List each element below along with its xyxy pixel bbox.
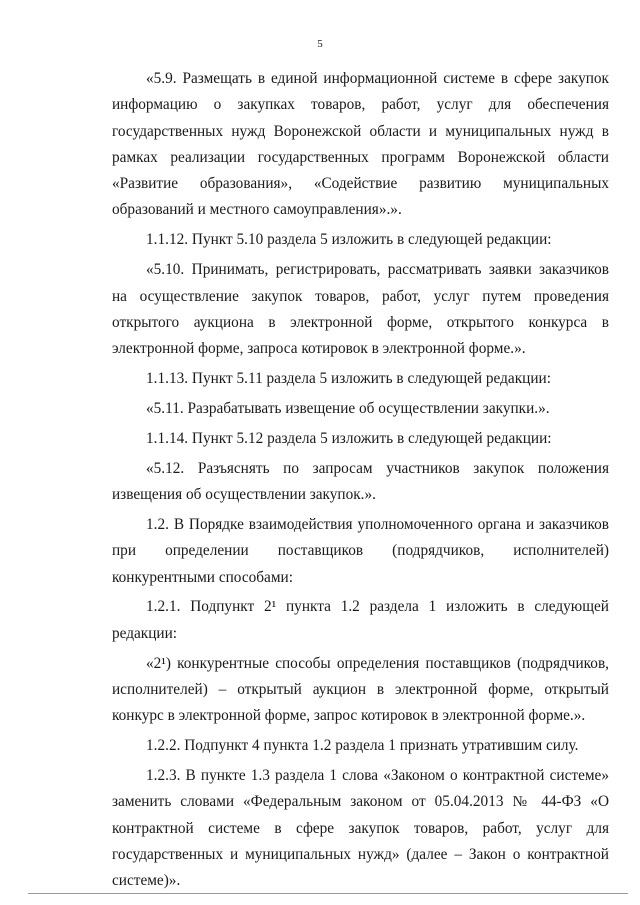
paragraph-1-1-13: 1.1.13. Пункт 5.11 раздела 5 изложить в следующей редакции: <box>146 370 551 388</box>
paragraph-1-2: 1.2. В Порядке взаимодействия уполномоченного органа и заказчиков при определении поставщиков (подрядчиков, исполнителей) конкурентными способами: <box>112 515 609 586</box>
paragraph-1-1-12: 1.1.12. Пункт 5.10 раздела 5 изложить в следующей редакции: <box>146 231 552 249</box>
paragraph-5-11: «5.11. Разрабатывать извещение об осуществлении закупки.». <box>146 399 550 417</box>
paragraph-1-1-14: 1.1.14. Пункт 5.12 раздела 5 изложить в следующей редакции: <box>146 429 552 447</box>
footer-divider <box>28 893 628 894</box>
paragraph-5-10: «5.10. Принимать, регистрировать, рассматривать заявки заказчиков на осуществление закупок товаров, работ, услуг путем проведения открытого аукциона в электронной форме, открытого конкурса в электронной форме, запроса котировок в электронной форме.». <box>112 261 609 358</box>
paragraph-1-2-3: 1.2.3. В пункте 1.3 раздела 1 слова «Законом о контрактной системе» заменить словами «Федеральным законом от 05.04.2013 № 44-ФЗ «О контрактной системе в сфере закупок товаров, работ, услуг для государственных и муниципальных нужд» (далее – Закон о контрактной системе)». <box>112 766 609 890</box>
paragraph-1-2-2: 1.2.2. Подпункт 4 пункта 1.2 раздела 1 признать утратившим силу. <box>146 737 579 755</box>
paragraph-1-2-1: 1.2.1. Подпункт 2¹ пункта 1.2 раздела 1 изложить в следующей редакции: <box>112 598 609 642</box>
paragraph-2-1: «2¹) конкурентные способы определения поставщиков (подрядчиков, исполнителей) – открытый аукцион в электронной форме, открытый конкурс в электронной форме, запрос котировок в электронной форме.». <box>112 654 609 725</box>
paragraph-5-9: «5.9. Размещать в единой информационной системе в сфере закупок информацию о закупках товаров, работ, услуг для обеспечения государственных нужд Воронежской области и муниципальных нужд в рамках реализации государственных программ Воронежской области «Развитие образования», «Содействие развитию муниципальных образований и местного самоуправления».». <box>112 70 609 219</box>
document-body <box>112 66 609 898</box>
paragraph-5-12: «5.12. Разъяснять по запросам участников закупок положения извещения об осуществлении закупок.». <box>112 459 609 504</box>
page-number: 5 <box>317 38 323 50</box>
